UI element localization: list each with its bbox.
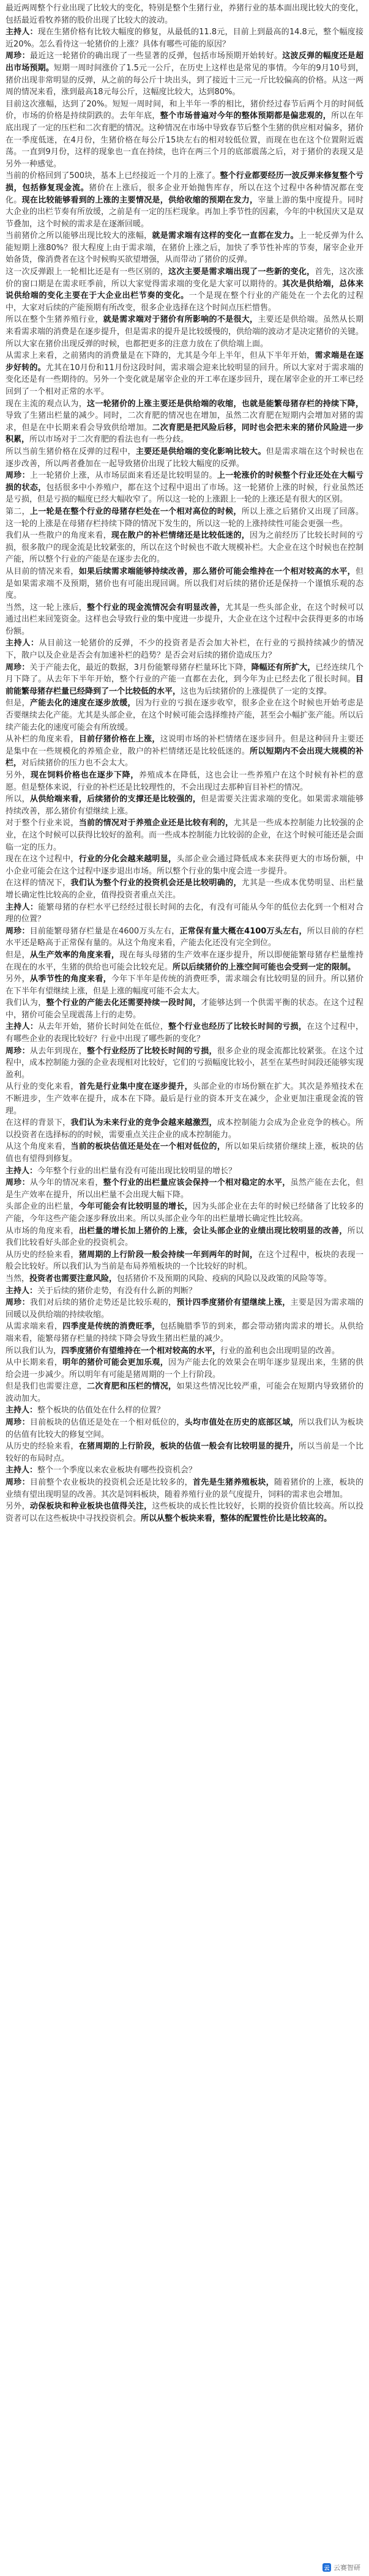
highlighted-text: 所以后续猪价的上涨空间可能也会受到一定的限制。	[173, 962, 356, 972]
article-paragraph	[6, 949, 363, 973]
highlighted-text: 整个市场普遍对今年的整体预期都是偏悲观的，	[160, 111, 332, 121]
highlighted-text: 预计四季度猪价有望继续上涨，	[176, 1298, 291, 1308]
body-text: 从去年到现在，	[29, 1046, 88, 1056]
speaker-label: 主持人：	[6, 1406, 38, 1416]
speaker-label: 周珍：	[6, 663, 30, 672]
article-paragraph	[6, 1417, 363, 1441]
body-text: 从这个角度来看，	[6, 1142, 71, 1152]
article-body	[6, 2, 363, 1524]
body-text: 包括腌腊季节的到来，都会带动猪肉需求的增长。从供给端来看，能繁母猪存栏量的持续下降会导致生猪出栏量的减少。	[6, 1322, 363, 1343]
highlighted-text: 目前能繁母猪存栏量已经降到了一个比较低的水平，	[6, 675, 363, 696]
highlighted-text: 整个行业也经历了比较长时间的亏损，	[168, 1022, 307, 1032]
article-paragraph	[6, 1321, 363, 1345]
body-text: 所以当前生猪价格在反弹的过程中，	[6, 447, 136, 456]
body-text: 从行业的变化来看，	[6, 1082, 79, 1092]
watermark-logo-icon: 云	[322, 2563, 331, 2572]
speaker-label: 主持人：	[6, 639, 39, 648]
article-paragraph	[6, 1117, 363, 1141]
highlighted-text: 这波反弹的幅度还是超出市场预期。	[6, 51, 363, 73]
highlighted-text: 整个行业的出栏量应该会保持一个相对稳定的水平，	[103, 1178, 291, 1188]
body-text: 在这样的情况下，	[6, 878, 71, 888]
article-paragraph	[6, 1081, 363, 1117]
body-text: 当然，	[6, 1274, 30, 1283]
body-text: 行业的盈利也会出现明显的改善。	[220, 1346, 340, 1356]
article-paragraph	[6, 1381, 363, 1405]
article-paragraph	[6, 997, 363, 1021]
highlighted-text: 整个行业的现金流情况会有明显改善，	[87, 603, 226, 612]
body-text: 但是，	[6, 699, 30, 708]
body-text: 我们对后续的猪价走势还是比较乐观的，	[29, 1298, 177, 1308]
highlighted-text: 行业的分化会越来越明显，	[78, 855, 177, 864]
highlighted-text: 动保板块和种业板块也值得关注，	[29, 1502, 152, 1512]
body-text: 目前这次涨幅，达到了20%。短短一周时间，和上半年一季的相比，猪价经过春节后两个月的时间低价，市场的价格是持续阴跌的。去年年底，	[6, 99, 363, 121]
body-text: 从需求上来看，之前猪肉的消费量是在下降的，尤其是今年上半年，但从下半年开始，	[6, 351, 315, 361]
speaker-label: 周珍：	[6, 1046, 30, 1056]
highlighted-text: 整个行业都要经历一波反弹来修复整个亏损，包括修复现金流。	[6, 171, 363, 193]
body-text: 在这样的背景下，	[6, 1118, 71, 1128]
article-paragraph	[6, 98, 363, 171]
highlighted-text: 从供给端来看，后续猪价的支撑还是比较强的，	[29, 795, 201, 804]
article-paragraph	[6, 637, 363, 661]
article-paragraph	[6, 1249, 363, 1273]
body-text: 所以如果后续猪价继续上涨，板块的估值也有望得到修复。	[6, 1142, 363, 1164]
body-text: 今年下半年是传统的消费旺季，需求端会有比较明显的回升。所以猪价在下半年有望继续上涨，但是上涨的幅度可能不会太大。	[6, 974, 363, 996]
body-text: 成本控制能力会成为企业竞争的核心。所以投资者在选择标的的时候，需要重点关注企业的成本控制能力。	[6, 1118, 363, 1140]
body-text: 另外，	[6, 771, 31, 780]
body-text: 但是我们也需要注意，	[6, 1382, 88, 1392]
article-paragraph	[6, 530, 363, 566]
highlighted-text: 现在散户的补栏情绪还是比较低迷的，	[111, 531, 250, 541]
body-text: 但是需要关注需求端的变化。如果需求端能够持续改善，那么猪价有望继续上涨。	[6, 795, 363, 816]
body-text: 所以，	[6, 795, 30, 804]
article-paragraph	[6, 170, 363, 230]
body-text: 目前整个农业板块的投资机会还是比较多的，	[29, 1478, 193, 1488]
body-text: 上一轮反弹为什么能短期上涨80%？很大程度上由于需求端，在猪价上涨之后，加快了季节性补库的节奏，屠宰企业开始备货，像消费者在这个时候购买欲望增强，从而带动了猪价的反弹。	[6, 231, 363, 265]
highlighted-text: 从季节性的角度来看，	[29, 974, 111, 984]
speaker-label: 周珍：	[6, 1178, 30, 1188]
article-paragraph	[6, 26, 363, 50]
body-text: 上一轮猪价上涨，从市场层面来看还是比较明显的。	[29, 471, 217, 481]
highlighted-text: 明年的猪价可能会更加乐观，	[62, 1358, 169, 1368]
highlighted-text: 需求端是在逐步好转的。	[6, 351, 363, 373]
body-text: 现在每头母猪的生产效率在逐步提升，所以即便能繁母猪存栏量维持在现在的水平，生猪的供给也可能会比较充足。	[6, 950, 363, 972]
highlighted-text: 主要还是供给端的变化影响比较大。	[135, 447, 266, 456]
article-paragraph	[6, 1141, 363, 1165]
highlighted-text: 就是需求端对于猪价有所影响的不是很大，	[103, 315, 258, 325]
body-text: 尤其在10月份和11月份这段时间，需求端会迎来比较明显的回升。所以大家对于需求端的变化还是有一些期待的。另外一个变化就是屠宰企业的开工率在逐步回升，现在屠宰企业的开工率已经回到了一个相对正常的水平。	[6, 363, 364, 396]
article-paragraph	[6, 1045, 363, 1082]
article-paragraph	[6, 1357, 363, 1381]
body-text: 能繁母猪的存栏水平已经经过很长时间的去化，有没有可能从今年的低位去化到一个相对合理的位置？	[6, 902, 363, 924]
article-paragraph	[6, 770, 363, 793]
highlighted-text: 我们认为整个行业的投资机会还是比较明确的，	[70, 878, 242, 888]
article-paragraph	[6, 733, 363, 770]
body-text: 我们从一些散户的角度来看，	[6, 531, 111, 541]
body-text: 猪价在上涨后，很多企业开始抛售库存，所以在这个过程中各种情况都在变化。	[6, 183, 363, 205]
highlighted-text: 如果后续需求端能够持续改善，那么猪价可能会维持在一个相对较高的水平，	[78, 566, 356, 576]
highlighted-text: 投资者也需要注意风险，	[29, 1274, 117, 1283]
body-text: 主要是因为需求端的回暖以及供给端的持续收缩。	[6, 1298, 363, 1320]
highlighted-text: 这次主要是需求端出现了一些新的变化，	[168, 267, 315, 277]
article-paragraph	[6, 1464, 363, 1477]
article-paragraph	[6, 697, 363, 733]
body-text: 头部企业的市场份额在扩大。其次是养殖技术在不断进步，生产效率在提升，成本在下降。最后是行业的资本开支在减少，企业更加注重现金流的管理。	[6, 1082, 363, 1116]
body-text: 宰量上游的集中度提升。同时大企业的出栏节奏有所放缓，之前是有一定的压栏现象。再加上季节性的因素，今年的中秋国庆又是双节叠加，这个时候的需求是在逐渐回暖。	[6, 195, 364, 229]
highlighted-text: 今年可能会有比较明显的增长，	[78, 1202, 193, 1212]
article-paragraph	[6, 566, 363, 602]
speaker-label: 主持人：	[6, 1166, 38, 1176]
highlighted-text: 二次育肥和压栏的情况，	[87, 1382, 177, 1392]
body-text: 包括猪价不及预期的风险、疫病的风险以及政策的风险等等。	[117, 1274, 332, 1283]
body-text: 目前能繁母猪存栏量是在4600万头左右，	[29, 926, 180, 936]
body-text: 最近这一轮猪价的确出现了一些显著的反弹，包括市场预期开始转好。	[29, 51, 283, 61]
body-text: 目前板块的估值还是处在一个相对低位的，	[29, 1418, 185, 1428]
article-paragraph	[6, 50, 363, 98]
body-text: 从市场的角度来看，	[6, 1226, 79, 1236]
highlighted-text: 二次育肥是把风险后移，同时也会把未来的猪价风险进一步积累，	[6, 423, 363, 445]
watermark	[320, 2561, 363, 2574]
body-text: 因为行业的亏损在逐步收窄，很多企业在这个时候也开始考虑是否要继续去化产能。尤其是头部企业，在这个时候可能会选择维持产能，甚至会小幅扩张产能。所以后续产能去化的速度可能会有所放缓。	[6, 699, 364, 732]
watermark-label: 云赛智研	[334, 2564, 360, 2572]
body-text: 所以上涨之后猪价又出现了回落。这一轮的上涨是在母猪存栏持续下降的情况下发生的，所以这一轮的上涨持续性可能会更强一些。	[6, 507, 363, 529]
body-text: 导致了生猪出栏量的减少。同时，二次育肥的情况也在增加，虽然二次育肥在短期内会增加对猪的需求，但是在中长期来看会导致供给增加。	[6, 411, 363, 432]
article-paragraph	[6, 1177, 363, 1201]
body-text: 主要还是供给端。虽然从长期来看需求端的消费是在逐步提升，但是需求的提升是比较缓慢的，供给端的波动才是决定猪价的关键。所以大家在猪价出现反弹的时候，也都把更多的注意力放在了供给端上面。	[6, 315, 364, 349]
article-paragraph	[6, 230, 363, 266]
body-text: 所以我们认为，	[6, 1346, 62, 1356]
body-text: 首先，这次涨价的窗口期是在需求旺季前，所以大家觉得需求端的变化是大家可以期待的。	[6, 267, 363, 289]
highlighted-text: 就是需求端有这样的变化一直都在发力。	[152, 231, 299, 241]
body-text: 尤其是一些成本优势明显、出栏量增长确定性比较高的企业，值得投资者重点关注。	[6, 878, 363, 900]
article-paragraph	[6, 1477, 363, 1501]
body-text: 现在主流的观点认为，	[6, 399, 88, 409]
article-paragraph	[6, 1405, 363, 1417]
body-text: 因为产能去化的效果会在明年逐步显现出来，生猪的供给会进一步减少。所以明年有可能是猪周期的一个上行阶段。	[6, 1358, 363, 1379]
speaker-label: 周珍：	[6, 1418, 30, 1428]
article-paragraph	[6, 902, 363, 926]
body-text: 因为之前经历了比较长时间的亏损，很多散户的现金流是比较紧张的，所以在这个时候也不敢大规模补栏。大企业在这个时候也在控制产能，所以整个行业的产能是在逐步去化的。	[6, 531, 364, 565]
article-paragraph	[6, 793, 363, 817]
body-text: 从中长期来看，	[6, 1358, 63, 1368]
body-text: 另外，	[6, 1502, 30, 1512]
speaker-label: 主持人：	[6, 902, 39, 912]
body-text: 这说明市场的补栏情绪在逐步回升。但是这种回升主要还是集中在一些规模化的养殖企业，散户的补栏情绪还是比较低迷的。	[6, 735, 363, 756]
body-text: 尤其是一些成本控制能力比较强的企业，在这个时候可以获得比较好的盈利。而一些成本控制能力比较弱的企业，在这个时候可能还是会面临一定的压力。	[6, 818, 364, 852]
article-paragraph	[6, 877, 363, 901]
article-paragraph	[6, 2, 363, 26]
highlighted-text: 上一轮涨价的时候整个行业还处在大幅亏损的状态，	[6, 471, 363, 492]
body-text: 所以当前是一个比较好的布局时点。	[6, 1442, 363, 1463]
body-text: 这些板块的成长性比较好，长期的投资价值比较高。所以投资者可以在这些板块中寻找投资机会。	[6, 1502, 363, 1523]
body-text: 但是需求端在这个时候也在逐步改善，所以两者叠加在一起导致猪价出现了比较大幅度的反弹。	[6, 447, 363, 469]
highlighted-text: 从生产效率的角度来看，	[29, 950, 120, 960]
highlighted-text: 头均市值处在历史的底部区域，	[184, 1418, 299, 1428]
body-text: 从目前的情况来看，	[6, 566, 79, 576]
body-text: 这一次反弹跟上一轮相比还是有一些区别的，	[6, 267, 169, 277]
body-text: 短期一周时间涨价了1.5元一公斤，在历史上这样也是常见的事情。今年的9月10号到，猪价出现非常明显的反弹，从之前的每公斤十块出头，到了接近十三元一斤比较偏高的价格。从这一两周的情况来看，涨到最高18元每公斤，这幅度比较大，达到80%。	[6, 63, 364, 97]
body-text: 我们认为，	[6, 998, 47, 1008]
speaker-label: 主持人：	[6, 1286, 38, 1296]
article-paragraph	[6, 1297, 363, 1321]
body-text: 从目前这一轮猪价的反弹，不少的投资者是否会加大补栏，在行业的亏损持续减少的情况下，散户以及企业是否会有加速补栏的趋势？是否会对后续的猪价造成压力？	[6, 639, 363, 661]
article-paragraph	[6, 602, 363, 638]
speaker-label: 周珍：	[6, 926, 30, 936]
article-paragraph	[6, 817, 363, 853]
article-paragraph	[6, 398, 363, 446]
body-text: 现在在这个过程中，	[6, 855, 79, 864]
article-paragraph	[6, 926, 363, 949]
body-text: 所以我们认为板块的估值有比较大的修复空间。	[6, 1418, 363, 1439]
article-paragraph	[6, 853, 363, 877]
highlighted-text: 正常保有量大概在4100万头左右，	[179, 926, 307, 936]
highlighted-text: 其次是供给端，总体来说供给端的变化主要在于大企业出栏节奏的变化。	[6, 279, 363, 301]
body-text: 关于产能去化，最近的数据，3月份能繁母猪存栏量环比下降，	[29, 663, 252, 672]
body-text: 头部企业的出栏量，	[6, 1202, 79, 1212]
body-text: 才能够达到一个供需平衡的状态。在这个过程中，猪价可能会呈现震荡上行的走势。	[6, 998, 363, 1020]
body-text: 整个板块的估值处在什么样的位置？	[37, 1406, 165, 1416]
body-text: 所以目前的存栏水平还是略高于正常保有量的。从这个角度来看，产能去化还没有完全到位。	[6, 926, 363, 948]
body-text: 这也为后续猪价的上涨提供了一定的支撑。	[181, 686, 332, 696]
body-text: 一个是现在整个行业的产能处在一个去化的过程中，大家对后续的产能预期有所改变，很多企业选择在这个时间点压栏惜售。	[6, 291, 363, 313]
body-text: 对后续猪价的压力也不会太大。	[21, 759, 133, 768]
speaker-label: 周珍：	[6, 51, 30, 61]
highlighted-text: 猪周期的上行阶段一般会持续一年到两年的时间，	[78, 1250, 258, 1260]
body-text: 所以市场对于二次育肥的看法也有一些分歧。	[29, 435, 189, 445]
highlighted-text: 在猪周期的上行阶段，板块的估值一般会有比较明显的提升，	[78, 1442, 299, 1452]
body-text: 在这个过程中，板块的表现一般会比较好。所以我们认为当前是布局养殖板块的一个比较好的时机。	[6, 1250, 363, 1272]
body-text: 因为头部企业在去年的时候已经储备了比较多的产能，今年这些产能会逐步释放出来。所以头部企业今年的出栏量增长确定性比较高。	[6, 1202, 363, 1223]
body-text: 所以在年底出现了一定的压栏和二次育肥的情况。这种情况在市场中导致春节后整个生猪的供应相对偏多，猪价在一季度低迷，在4月份，生猪价格在每公斤15块左右的相对较低位置，而现在也在这个位置附近震荡。一直到9月份，这样的现象也一直在持续，也许在两三个月的底部震荡之后，对于猪价的表现又是另外一种感觉。	[6, 111, 364, 169]
speaker-label: 主持人：	[6, 1466, 38, 1475]
body-text: 头部企业会通过降低成本来获得更大的市场份额，中小企业可能会在这个过程中逐步退出市场。所以整个行业的集中度会进一步提升。	[6, 855, 363, 876]
body-text: 尤其是一些头部企业，在这个时候可以通过出栏来回笼资金。这样也会导致行业的集中度进一步提升，大企业在这个过程中会获得更多的市场份额。	[6, 603, 364, 636]
article-paragraph	[6, 446, 363, 470]
body-text: 很多企业的现金流都比较紧张。在这个过程中，成本控制能力强的企业表现相对比较好，它们的亏损幅度比较小，甚至在某些时间段还能够实现盈利。	[6, 1046, 364, 1080]
body-text: 整个一个季度以来农业板块有哪些投资机会？	[37, 1466, 197, 1475]
body-text: 但是如果需求端不及预期，猪价也有可能出现回调。所以我们对后续的猪价还是保持一个谨慎乐观的态度。	[6, 566, 363, 601]
body-text: 从补栏的角度来看，	[6, 735, 79, 744]
body-text: 包括很多中小养殖户，都在这个过程中退出了市场。这一轮猪价上涨的时候，行业虽然还是亏损，但是亏损的幅度已经大幅收窄了。所以这一轮的上涨跟上一轮的上涨还是有很大的区别。	[6, 483, 363, 505]
body-text: 从去年开始，猪价长时间处在低位，	[38, 1022, 169, 1032]
article-paragraph	[6, 662, 363, 698]
article-paragraph	[6, 470, 363, 506]
highlighted-text: 整个行业经历了比较长时间的亏损，	[87, 1046, 217, 1056]
highlighted-text: 首先是生猪养殖板块，	[192, 1478, 274, 1488]
highlighted-text: 所以短期内不会出现大规模的补栏，	[6, 746, 363, 768]
body-text: 但是，	[6, 950, 30, 960]
body-text: 随着猪价的上涨，板块的业绩有望出现明显的改善。其次是饲料板块，随着养殖行业的景气度提升，饲料的需求也会增加。	[6, 1478, 363, 1499]
article-paragraph	[6, 1441, 363, 1464]
article-paragraph	[6, 266, 363, 314]
body-text: 从今年的情况来看，	[29, 1178, 103, 1188]
article-paragraph	[6, 314, 363, 350]
highlighted-text: 降幅还有所扩大，	[251, 663, 316, 672]
article-paragraph	[6, 1201, 363, 1225]
body-text: 今年整个行业的出栏量有没有可能出现比较明显的增长？	[37, 1166, 237, 1176]
article-paragraph	[6, 350, 363, 398]
highlighted-text: 这一轮猪价的上涨主要还是供给端的收缩，也就是能繁母猪存栏的持续下降，	[87, 399, 363, 409]
body-text: 对于整个行业来说，	[6, 818, 79, 828]
highlighted-text: 产能去化的速度在逐步放缓，	[29, 699, 136, 708]
article-paragraph	[6, 1501, 363, 1524]
body-text: 所以我们比较看好头部企业的投资机会。	[6, 1226, 363, 1248]
body-text: 当前的价格回到了500块，基本上已经接近一个月的上涨了。	[6, 171, 220, 181]
article-paragraph	[6, 1345, 363, 1357]
body-text: 养殖成本在降低，这也会让一些养殖户在这个时候有补栏的意愿。但是整体来说，行业的补栏还是比较理性的，不会出现过去那种盲目补栏的情况。	[6, 771, 363, 792]
body-text: 虽然产能在去化，但是生产效率在提升，所以出栏量不会出现大幅下降。	[6, 1178, 363, 1200]
highlighted-text: 我们认为未来行业的竞争会越来越激烈，	[70, 1118, 217, 1128]
body-text: 当前猪价之所以能够出现比较大的涨幅，	[6, 231, 152, 241]
article-paragraph	[6, 973, 363, 997]
body-text: 从历史的经验来看，	[6, 1250, 79, 1260]
body-text: 第二，	[6, 507, 30, 516]
body-text: 如果这些情况比较严重，可能会在短期内导致猪价的波动加大。	[6, 1382, 363, 1403]
article-paragraph	[6, 1273, 363, 1285]
body-text: 已经连续几个月下降了。从去年下半年开始，整个行业的产能一直都在去化，到今年为止已经去化了很长时间。	[6, 663, 363, 685]
article-paragraph	[6, 506, 363, 530]
body-text: 从历史的经验来看，	[6, 1442, 79, 1452]
highlighted-text: 目前仔猪价格在上涨，	[78, 735, 160, 744]
article-paragraph	[6, 1225, 363, 1249]
body-text: 从需求端来看，	[6, 1322, 63, 1332]
article-paragraph	[6, 1021, 363, 1045]
speaker-label: 周珍：	[6, 1478, 30, 1488]
highlighted-text: 当前的情况对于养殖企业还是比较有利的，	[78, 818, 234, 828]
speaker-label: 周珍：	[6, 471, 30, 481]
highlighted-text: 四季度是传统的消费旺季，	[62, 1322, 160, 1332]
body-text: 最近两周整个行业出现了比较大的变化，特别是整个生猪行业，养猪行业的基本面出现比较大的变化，包括最近看牧养猪的股价出现了比较大的波动。	[6, 4, 364, 25]
highlighted-text: 整个行业的产能去化还需要持续一段时间，	[46, 998, 201, 1008]
highlighted-text: 现在饲料价格也在逐步下降，	[30, 771, 139, 780]
highlighted-text: 当前的板块估值还是处在一个相对低位的，	[70, 1142, 226, 1152]
article-paragraph	[6, 1165, 363, 1178]
speaker-label: 主持人：	[6, 1022, 39, 1032]
highlighted-text: 所以从整个板块来看，整体的配置性价比是比较高的。	[141, 1513, 332, 1523]
highlighted-text: 首先是行业集中度在逐步提升，	[78, 1082, 193, 1092]
body-text: 另外，	[6, 974, 30, 984]
body-text: 现在生猪价格有比较大幅度的修复，从最低的11.8元，目前上到最高的14.8元，整个幅度接近20%。怎么看待这一轮猪价的上涨？具体有哪些可能的原因？	[6, 28, 363, 49]
speaker-label: 周珍：	[6, 1298, 30, 1308]
body-text: 当然，这一轮上涨后，	[6, 603, 88, 612]
article-paragraph	[6, 1285, 363, 1297]
body-text: 所以在整个生猪养殖行业，	[6, 315, 103, 325]
highlighted-text: 现在比较能够看到的上涨的主要情况是，供给收缩的预期在发力，	[21, 195, 258, 205]
body-text: 在这个过程中，有哪些企业的表现比较好？行业中出现了哪些新的变化？	[6, 1022, 363, 1044]
speaker-label: 主持人：	[6, 28, 38, 37]
body-text: 关于后续的猪价走势，有没有什么新的判断？	[37, 1286, 197, 1296]
highlighted-text: 出栏量的增长加上猪价的上涨，会让头部企业的业绩出现比较明显的改善，	[78, 1226, 348, 1236]
highlighted-text: 上一轮是在整个行业的母猪存栏处在一个相对高位的时候，	[29, 507, 242, 516]
highlighted-text: 四季度猪价有望维持在一个相对较高的水平，	[61, 1346, 221, 1356]
